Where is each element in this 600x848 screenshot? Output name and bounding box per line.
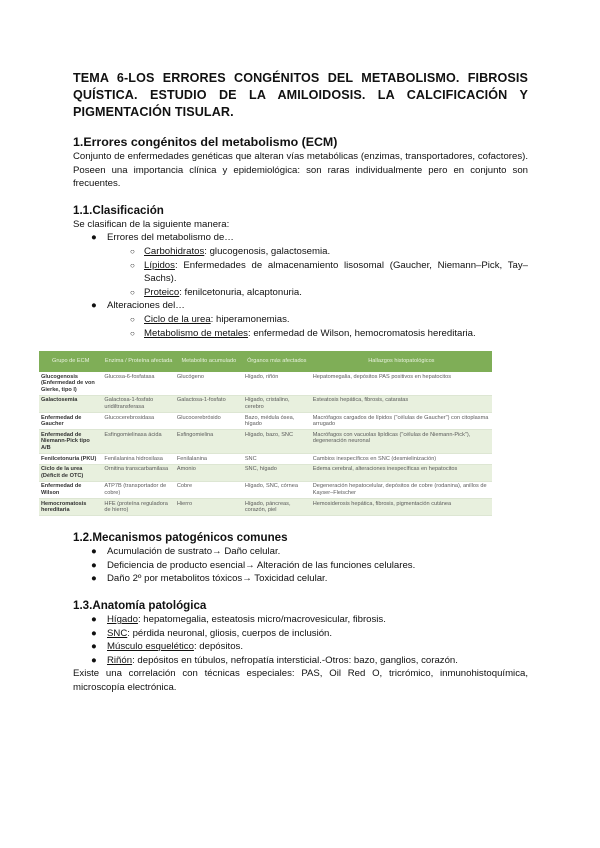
table-cell: Glucocerebrosidasa [102,413,174,430]
table-cell: Fenilcetonuria (PKU) [39,454,102,465]
bullet-disc: ● [91,573,97,585]
table-cell: Hígado, riñón [243,372,311,395]
table-cell: Hígado, cristalino, cerebro [243,395,311,412]
table-cell: Enfermedad de Niemann-Pick tipo A/B [39,430,102,454]
table-row [39,454,492,465]
table-cell: SNC [243,454,311,465]
table-cell: Cambios inespecíficos en SNC (desmielinización) [311,454,492,465]
table-cell: SNC, hígado [243,464,311,481]
table-cell: HFE (proteína reguladora de hierro) [102,499,174,516]
column-header: Grupo de ECM [39,351,102,372]
list-item: ○ Lípidos: Enfermedades de almacenamiento lisosomal (Gaucher, Niemann–Pick, Tay–Sachs). [130,259,528,285]
table-cell: Hemocromatosis hereditaria [39,499,102,516]
table-cell: Hepatomegalia, depósitos PAS positivos en hepatocitos [311,372,492,395]
table-cell: Galactosemia [39,395,102,412]
table-header-row [39,351,492,372]
table-row [39,413,492,430]
bullet-disc: ● [91,300,97,312]
table-row [39,430,492,454]
table-row [39,481,492,498]
table-cell: Galactosa-1-fosfato [175,395,243,412]
closing-paragraph: Existe una correlación con técnicas especiales: PAS, Oil Red O, tricrómico, inmunohistoquímica, microscopía electrónica. [73,668,528,693]
bullet-disc: ● [91,641,97,653]
table-row [39,372,492,395]
table-cell: Glucosa-6-fosfatasa [102,372,174,395]
list-item: ○ Ciclo de la urea: hiperamonemias. [130,313,290,325]
page-title: TEMA 6-LOS ERRORES CONGÉNITOS DEL METABOLISMO. FIBROSIS QUÍSTICA. ESTUDIO DE LA AMILOIDOSIS. LA CALCIFICACIÓN Y PIGMENTACIÓN TISULAR. [73,71,528,119]
table-row [39,464,492,481]
section-heading-1: 1.Errores congénitos del metabolismo (ECM) [73,135,338,149]
table-cell: Hierro [175,499,243,516]
table-cell: Hígado, bazo, SNC [243,430,311,454]
table-row [39,499,492,516]
list-item: ○ Proteico: fenilcetonuria, alcaptonuria. [130,286,302,298]
list-item: ● Músculo esquelético: depósitos. [91,641,244,653]
table-cell: Fenilalanina hidroxilasa [102,454,174,465]
column-header: Hallazgos histopatológicos [311,351,492,372]
column-header: Metabolito acumulado [175,351,243,372]
table-cell: Amonio [175,464,243,481]
table-cell: Esteatosis hepática, fibrosis, cataratas [311,395,492,412]
list-item: ● Errores del metabolismo de… [91,232,234,244]
list-item: ○ Metabolismo de metales: enfermedad de Wilson, hemocromatosis hereditaria. [130,327,476,339]
bullet-disc: ● [91,546,97,558]
bullet-disc: ● [91,232,97,244]
table-cell: Macrófagos cargados de lípidos ("células de Gaucher") con citoplasma arrugado [311,413,492,430]
table-cell: Bazo, médula ósea, hígado [243,413,311,430]
section-heading-1-1: 1.1.Clasificación [73,203,164,217]
column-header: Órganos más afectados [243,351,311,372]
table-cell: Galactosa-1-fosfato uridiltransferasa [102,395,174,412]
table-cell: Edema cerebral, alteraciones inespecíficas en hepatocitos [311,464,492,481]
bullet-disc: ● [91,627,97,639]
table-cell: Hemosiderosis hepática, fibrosis, pigmentación cutánea [311,499,492,516]
table-cell: Glucogenosis (Enfermedad de von Gierke, tipo I) [39,372,102,395]
table-cell: Degeneración hepatocelular, depósitos de cobre (rodanina), anillos de Kayser–Fleischer [311,481,492,498]
table-cell: Esfingomielina [175,430,243,454]
bullet-circle: ○ [130,246,135,256]
section-heading-1-2: 1.2.Mecanismos patogénicos comunes [73,531,288,545]
document-page [41,70,528,695]
bullet-disc: ● [91,614,97,625]
list-item: ● Daño 2º por metabolitos tóxicos→ Toxicidad celular. [91,573,328,585]
ecm-table [39,351,492,516]
table-cell: Enfermedad de Gaucher [39,413,102,430]
bullet-disc: ● [91,559,97,571]
list-item: ● Riñón: depósitos en túbulos, nefropatía intersticial.-Otros: bazo, ganglios, corazón. [91,654,458,666]
classification-intro: Se clasifican de la siguiente manera: [73,218,230,230]
table-cell: Cobre [175,481,243,498]
column-header: Enzima / Proteína afectada [102,351,174,372]
table-row [39,395,492,412]
bullet-circle: ○ [130,287,135,297]
table-cell: Macrófagos con vacuolas lipídicas ("células de Niemann-Pick"), degeneración neuronal [311,430,492,454]
table-cell: ATP7B (transportador de cobre) [102,481,174,498]
list-item: ● Alteraciones del… [91,300,185,312]
table-cell: Enfermedad de Wilson [39,481,102,498]
table-cell: Hígado, páncreas, corazón, piel [243,499,311,516]
bullet-circle: ○ [130,260,135,270]
table-cell: Fenilalanina [175,454,243,465]
list-item: ○ Carbohidratos: glucogenosis, galactosemia. [130,245,331,257]
list-item: ● Hígado: hepatomegalia, esteatosis micro/macrovesicular, fibrosis. [91,614,386,625]
table-cell: Glucógeno [175,372,243,395]
bullet-circle: ○ [130,314,135,324]
list-item: ● SNC: pérdida neuronal, gliosis, cuerpos de inclusión. [91,627,333,639]
table-cell: Glucocerebrósido [175,413,243,430]
section-1-intro: Conjunto de enfermedades genéticas que alteran vías metabólicas (enzimas, transportadores, cofactores). Poseen una importancia clínica y epidemiológica: son raras individualmente pero en conjunto son frecuentes. [73,151,528,190]
table-cell: Esfingomielinasa ácida [102,430,174,454]
list-item: ● Acumulación de sustrato→ Daño celular. [91,546,281,558]
list-item: ● Deficiencia de producto esencial→ Alteración de las funciones celulares. [91,559,416,571]
table-cell: Ciclo de la urea (Déficit de OTC) [39,464,102,481]
section-heading-1-3: 1.3.Anatomía patológica [73,599,207,612]
table-cell: Ornitina transcarbamilasa [102,464,174,481]
bullet-circle: ○ [130,328,135,338]
table-cell: Hígado, SNC, córnea [243,481,311,498]
bullet-disc: ● [91,654,97,666]
